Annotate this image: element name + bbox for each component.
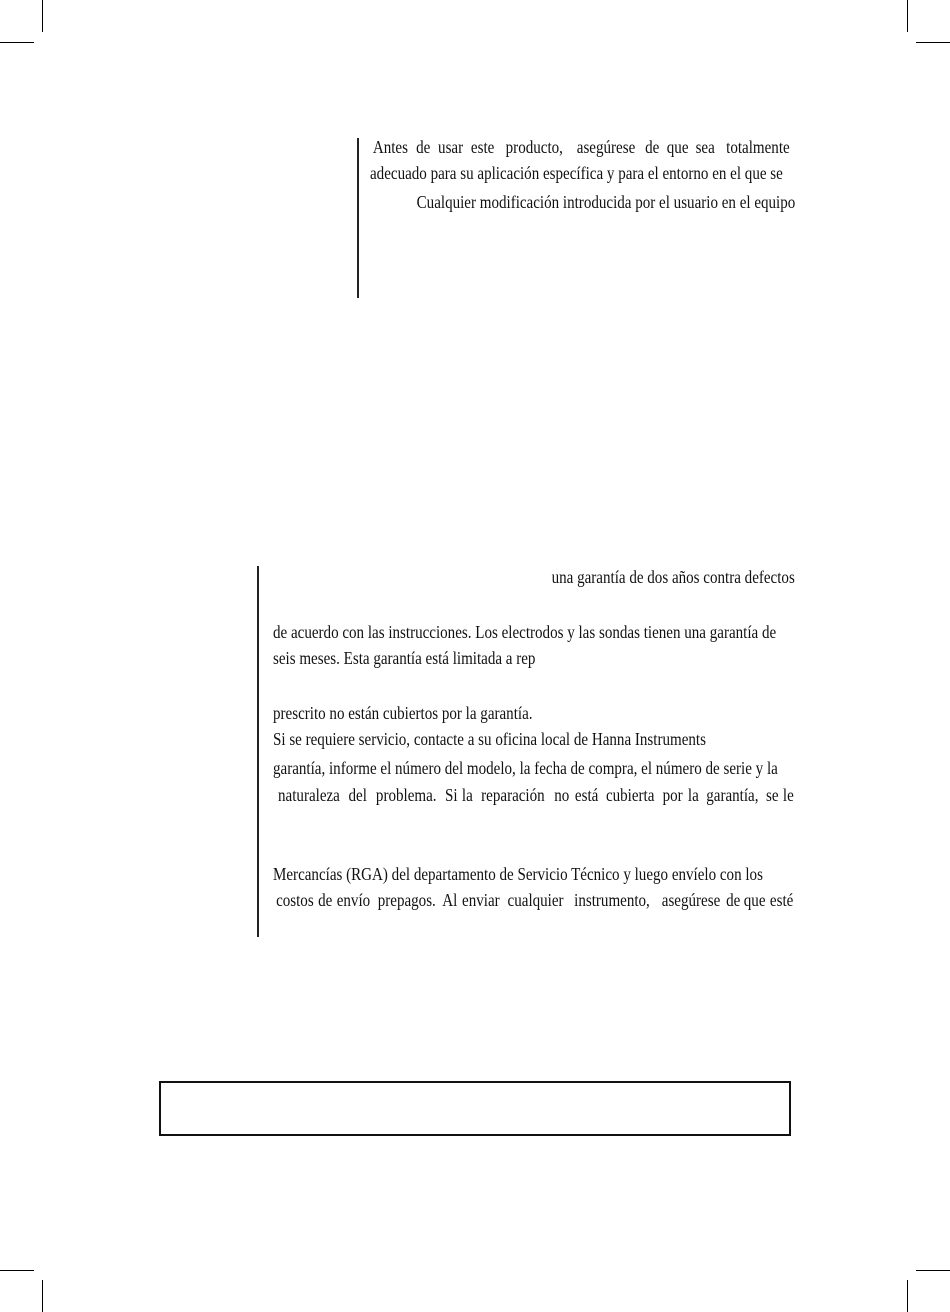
warranty-line-6: garantía, informe el número del modelo, la fecha de compra, el número de serie y la [273,758,778,778]
warranty-line-7-w9: cubierta [606,785,655,805]
warranty-line-8: Mercancías (RGA) del departamento de Servicio Técnico y luego envíelo con los [273,864,763,884]
notice-line-1-w2: de [416,137,431,157]
warranty-line-9 [273,887,795,913]
warranty-line-7-w10: por [662,785,683,805]
warranty-line-7-w2: del [348,785,368,805]
warranty-line-7-w4: Si [445,785,458,805]
warranty-margin-rule [257,566,259,937]
warranty-line-9-w12: esté [769,890,794,910]
notice-line-1-w8: que [666,137,689,157]
warranty-line-7-w3: problema. [376,785,437,805]
notice-line-1-w6: asegúrese [576,137,636,157]
warranty-line-7-w6: reparación [481,785,546,805]
warranty-line-9-w2: de [318,890,333,910]
warranty-line-9-w9: asegúrese [661,890,721,910]
notice-line-1-w4: este [471,137,495,157]
warranty-line-3: seis meses. Esta garantía está limitada a rep [273,648,536,668]
warranty-line-9-w7: cualquier [507,890,564,910]
empty-frame-box [159,1081,791,1136]
warranty-line-7-w7: no [553,785,569,805]
crop-mark-top-left-horizontal [0,42,34,43]
warranty-line-7 [273,782,795,808]
notice-line-3: Cualquier modificación introducida por el usuario en el equipo [416,192,795,212]
notice-line-1-w1: Antes [372,137,408,157]
notice-line-2: adecuado para su aplicación específica y para el entorno en el que se [370,163,783,183]
warranty-line-9-w3: envío [336,890,371,910]
crop-mark-bottom-left-vertical [42,1280,43,1312]
crop-mark-top-right-horizontal [916,42,950,43]
warranty-line-2: de acuerdo con las instrucciones. Los electrodos y las sondas tienen una garantía de [273,622,777,642]
warranty-line-9-w6: enviar [462,890,500,910]
warranty-line-9-w1: costos [276,890,314,910]
warranty-line-7-w5: la [462,785,473,805]
notice-margin-rule [357,138,359,298]
warranty-line-9-w4: prepagos. [377,890,437,910]
crop-mark-top-left-vertical [42,0,43,32]
notice-line-1 [370,134,795,160]
warranty-line-1: una garantía de dos años contra defectos [551,567,795,587]
warranty-line-7-w1: naturaleza [278,785,340,805]
warranty-line-9-w11: que [743,890,766,910]
notice-line-1-w7: de [645,137,660,157]
notice-line-1-w5: producto, [505,137,563,157]
warranty-line-7-w11: la [687,785,699,805]
warranty-line-4: prescrito no están cubiertos por la garantía. [273,703,533,723]
crop-mark-bottom-right-vertical [907,1280,908,1312]
warranty-line-9-w8: instrumento, [574,890,651,910]
notice-line-1-w3: usar [437,137,464,157]
warranty-line-9-w10: de [726,890,741,910]
warranty-line-7-w13: se [766,785,779,805]
crop-mark-bottom-left-horizontal [0,1270,34,1271]
warranty-line-7-w12: garantía, [706,785,759,805]
warranty-line-9-w5: Al [442,890,458,910]
notice-line-1-w9: sea [695,137,716,157]
crop-mark-bottom-right-horizontal [916,1270,950,1271]
notice-line-1-w10: totalmente [726,137,790,157]
crop-mark-top-right-vertical [907,0,908,32]
warranty-line-7-w8: está [574,785,598,805]
warranty-line-7-w14: le [783,785,795,805]
warranty-line-5: Si se requiere servicio, contacte a su oficina local de Hanna Instruments [273,729,706,749]
